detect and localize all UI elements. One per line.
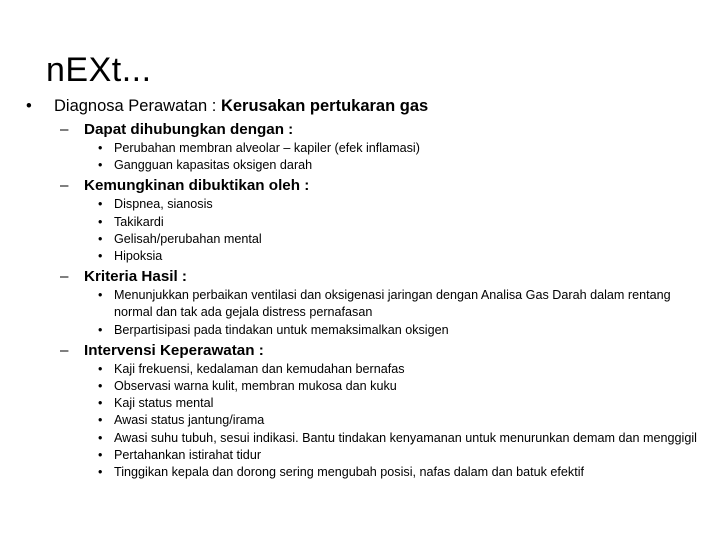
list-item-text: Pertahankan istirahat tidur [114, 447, 262, 462]
list-item [0, 378, 728, 395]
list-item [0, 361, 728, 378]
section-heading [0, 341, 728, 361]
list-item-text: Hipoksia [114, 249, 163, 264]
list-item-text: Tinggikan kepala dan dorong sering mengubah posisi, nafas dalam dan batuk efektif [114, 465, 585, 480]
list-item-text: Awasi suhu tubuh, sesui indikasi. Bantu tindakan kenyamanan untuk menurunkan demam dan menggigil [114, 430, 697, 445]
list-item [0, 412, 728, 429]
diagnosis-label: Diagnosa Perawatan : [54, 97, 221, 115]
bullet-dot-icon: • [26, 97, 32, 115]
list-item-text: Kaji status mental [114, 396, 214, 411]
list-item-text: Perubahan membran alveolar – kapiler (efek inflamasi) [114, 141, 420, 155]
bullet-dash-icon: – [60, 341, 69, 359]
bullet-dash-icon: – [60, 177, 69, 195]
slide-content [0, 94, 728, 481]
list-item-text: Berpartisipasi pada tindakan untuk memaksimalkan oksigen [114, 322, 449, 337]
list-item-text: Menunjukkan perbaikan ventilasi dan oksigenasi jaringan dengan Analisa Gas Darah dalam rentang normal dan tak ada gejala distress pernafasan [114, 288, 671, 320]
list-item-text: Observasi warna kulit, membran mukosa dan kuku [114, 379, 397, 394]
list-item-text: Gangguan kapasitas oksigen darah [114, 158, 313, 173]
list-item [0, 157, 728, 174]
bullet-dot-icon: • [98, 379, 103, 394]
bullet-dot-icon: • [98, 141, 103, 155]
list-item [0, 287, 728, 321]
list-item [0, 140, 728, 157]
list-item [0, 464, 728, 481]
list-item [0, 395, 728, 412]
list-item [0, 231, 728, 248]
diagnosis-value: Kerusakan pertukaran gas [220, 97, 429, 115]
list-item-text: Awasi status jantung/irama [114, 413, 265, 428]
bullet-dot-icon: • [98, 430, 103, 445]
section-heading [0, 267, 728, 287]
section-heading-text: Intervensi Keperawatan : [84, 341, 264, 359]
bullet-dot-icon: • [98, 197, 103, 212]
bullet-dot-icon: • [98, 465, 103, 480]
list-item-text: Takikardi [114, 214, 164, 229]
diagnosis-line [0, 94, 728, 118]
bullet-dot-icon: • [98, 396, 103, 411]
section-heading-text: Kriteria Hasil : [84, 268, 187, 286]
bullet-dash-icon: – [60, 121, 69, 138]
slide-title: nEXt... [46, 51, 152, 89]
list-item [0, 447, 728, 464]
bullet-dot-icon: • [98, 249, 103, 264]
list-item-text: Dispnea, sianosis [114, 197, 213, 212]
bullet-dot-icon: • [98, 361, 103, 376]
section-heading [0, 120, 728, 140]
list-item [0, 248, 728, 265]
bullet-dot-icon: • [98, 288, 103, 303]
section-heading [0, 176, 728, 196]
list-item [0, 214, 728, 231]
bullet-dot-icon: • [98, 158, 103, 173]
list-item-text: Kaji frekuensi, kedalaman dan kemudahan bernafas [114, 361, 405, 376]
bullet-dash-icon: – [60, 268, 69, 286]
list-item [0, 322, 728, 339]
list-item [0, 196, 728, 213]
bullet-dot-icon: • [98, 322, 103, 337]
bullet-dot-icon: • [98, 447, 103, 462]
list-item-text: Gelisah/perubahan mental [114, 231, 262, 246]
list-item [0, 430, 728, 447]
bullet-dot-icon: • [98, 413, 103, 428]
section-heading-text: Dapat dihubungkan dengan : [84, 121, 294, 138]
bullet-dot-icon: • [98, 231, 103, 246]
section-heading-text: Kemungkinan dibuktikan oleh : [84, 177, 310, 195]
bullet-dot-icon: • [98, 214, 103, 229]
